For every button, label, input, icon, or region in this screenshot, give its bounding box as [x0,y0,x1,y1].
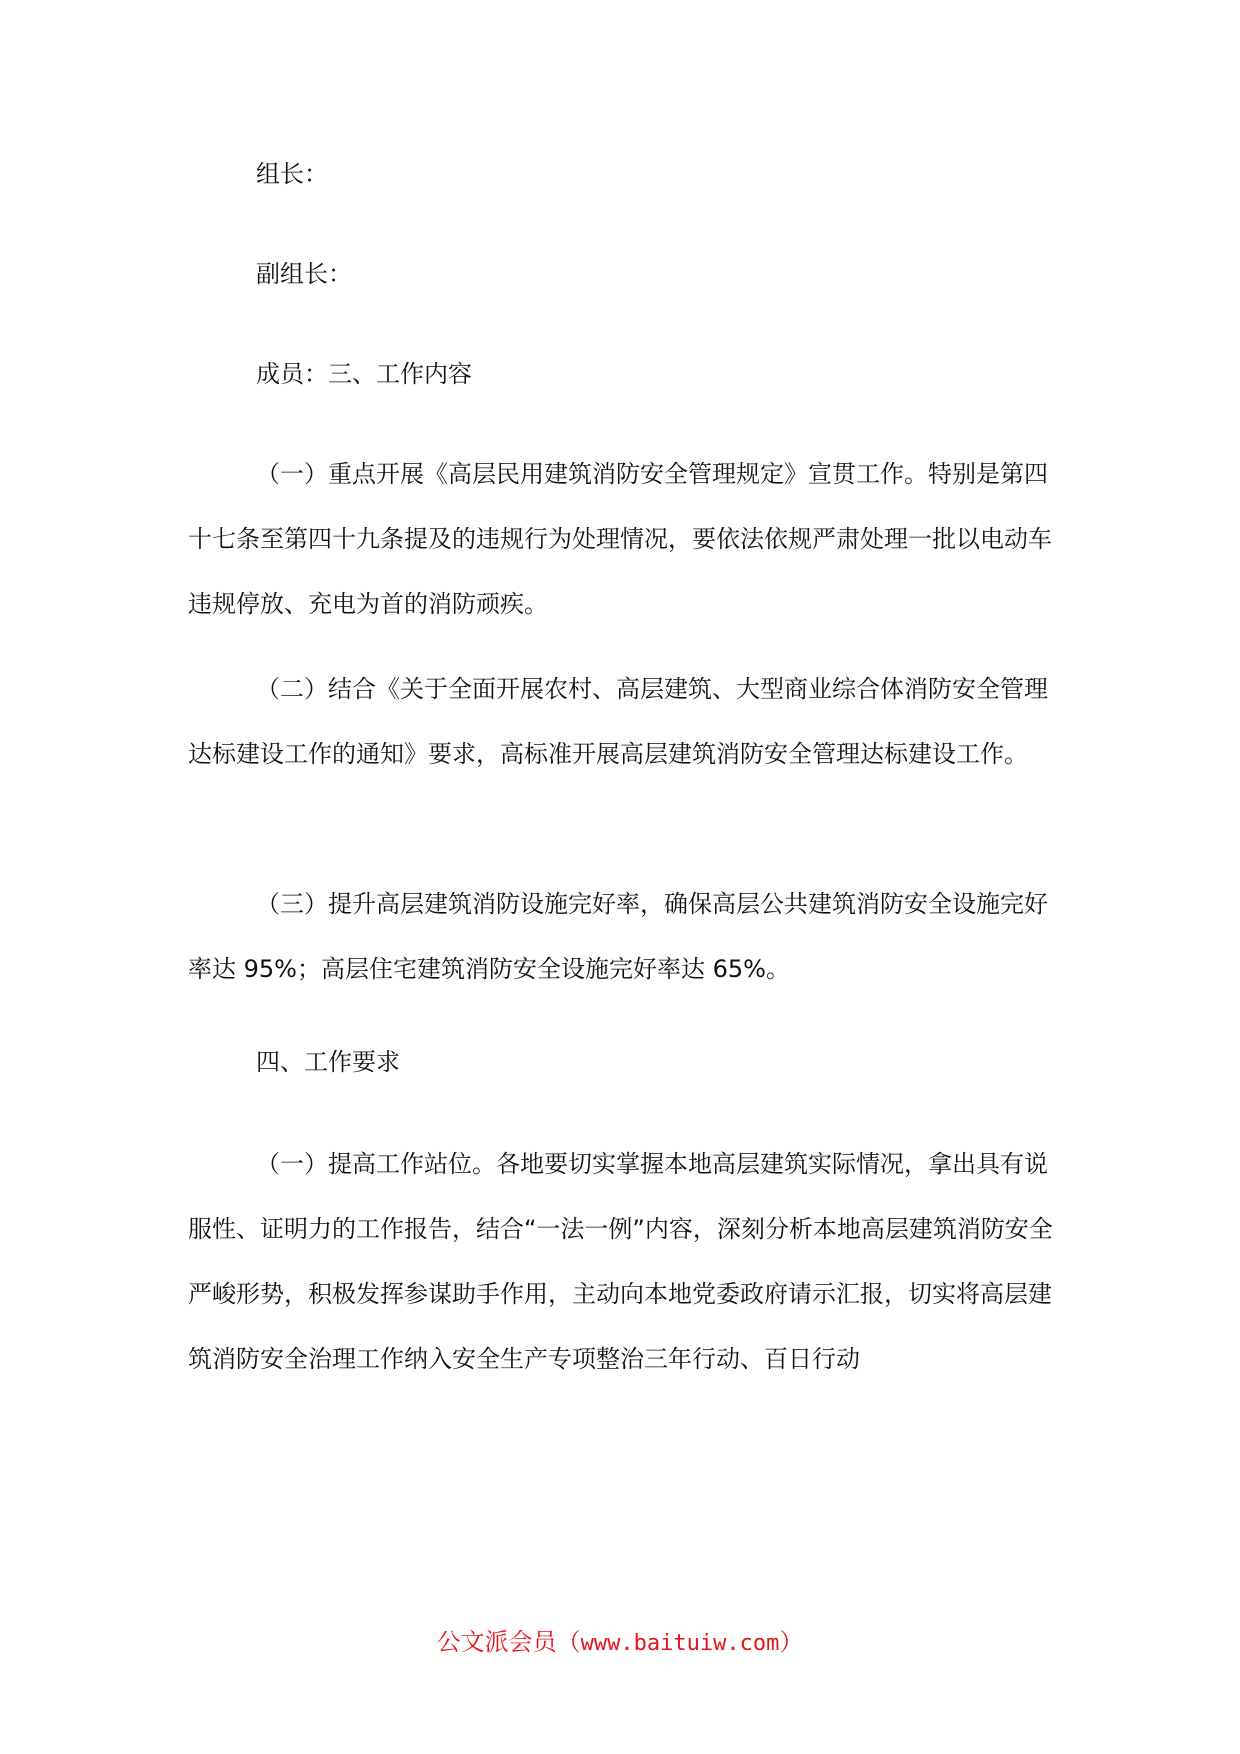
footer-suffix: ） [779,1628,804,1656]
paragraph-requirement-1: （一）提高工作站位。各地要切实掌握本地高层建筑实际情况，拿出具有说服性、证明力的工作报告，结合“一法一例”内容，深刻分析本地高层建筑消防安全严峻形势，积极发挥参谋助手作用，主动向本地党委政府请示汇报，切实将高层建筑消防安全治理工作纳入安全生产专项整治三年行动、百日行动 [188,1150,1053,1373]
footer-prefix: 公文派会员（ [436,1628,581,1656]
paragraph-content-3: （三）提升高层建筑消防设施完好率，确保高层公共建筑消防安全设施完好率达 95%；高层住宅建筑消防安全设施完好率达 65%。 [188,890,1048,983]
footer-watermark [0,1622,1240,1657]
footer-url[interactable]: www.baituiw.com [580,1631,780,1656]
paragraph-deputy-leader: 副组长： [256,260,352,288]
paragraph-members: 成员：三、工作内容 [256,360,472,388]
paragraph-content-1: （一）重点开展《高层民用建筑消防安全管理规定》宣贯工作。特别是第四十七条至第四十九条提及的违规行为处理情况，要依法依规严肃处理一批以电动车违规停放、充电为首的消防顽疾。 [188,460,1052,618]
paragraph-team-leader: 组长： [256,160,328,188]
paragraph-content-2: （二）结合《关于全面开展农村、高层建筑、大型商业综合体消防安全管理达标建设工作的通知》要求，高标准开展高层建筑消防安全管理达标建设工作。 [188,675,1048,768]
section-heading-requirements: 四、工作要求 [256,1048,400,1076]
